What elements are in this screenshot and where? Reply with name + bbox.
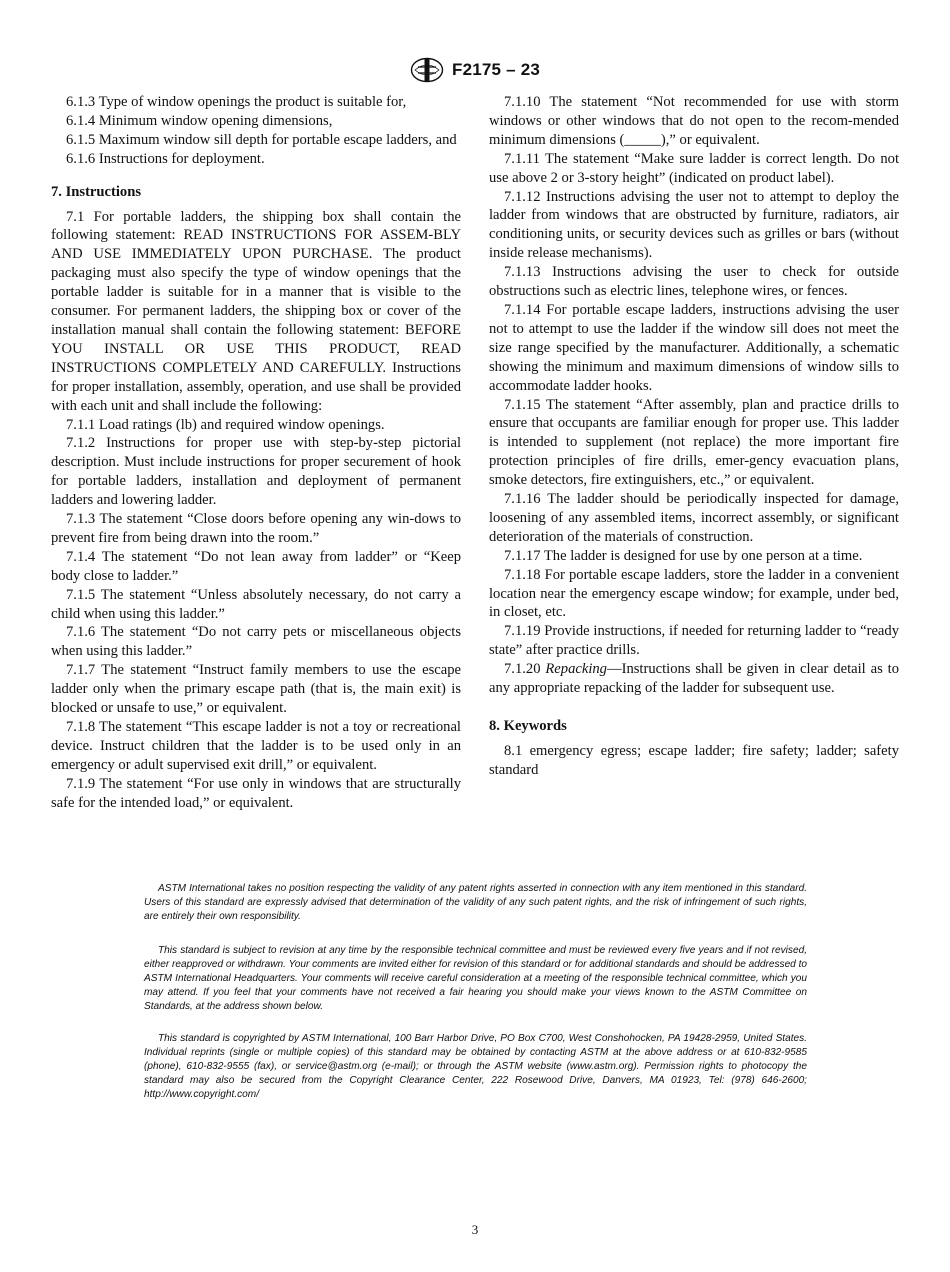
page-header bbox=[0, 56, 950, 84]
patent-notice-text: ASTM International takes no position respecting the validity of any patent rights asserted in connection with any item mentioned in this standard. Users of this standard are expressly advised that determination of the validity of any such patent rights, and the risk of infringement of such rights, are entirely their own responsibility. bbox=[144, 883, 807, 922]
para-8-1: 8.1 emergency egress; escape ladder; fire safety; ladder; safety standard bbox=[489, 742, 899, 778]
para-7-1-20 bbox=[489, 660, 899, 698]
item-6-1-4: 6.1.4 Minimum window opening dimensions, bbox=[66, 112, 333, 129]
right-column bbox=[489, 93, 899, 780]
para-7-1-1: 7.1.1 Load ratings (lb) and required window openings. bbox=[66, 416, 385, 433]
section-7-heading: 7. Instructions bbox=[51, 183, 142, 200]
page-number: 3 bbox=[471, 1222, 479, 1237]
para-7-1-4: 7.1.4 The statement “Do not lean away from ladder” or “Keep body close to ladder.” bbox=[51, 548, 461, 584]
copyright-notice bbox=[144, 1032, 807, 1102]
para-7-1-7: 7.1.7 The statement “Instruct family members to use the escape ladder only when the primary escape path (that is, the main exit) is blocked or unsafe to use,” or equivalent. bbox=[51, 662, 461, 717]
para-7-1-9: 7.1.9 The statement “For use only in windows that are structurally safe for the intended load,” or equivalent. bbox=[51, 775, 461, 811]
para-7-1-16: 7.1.16 The ladder should be periodically inspected for damage, loosening of any assembled items, incorrect assembly, or significant deterioration of the materials of construction. bbox=[489, 491, 899, 545]
para-7-1-2: 7.1.2 Instructions for proper use with step-by-step pictorial description. Must include instructions for proper securement of hook for portable ladders, installation and deployment of permanent ladders and lowering ladder. bbox=[51, 435, 461, 509]
para-7-1-11: 7.1.11 The statement “Make sure ladder is correct length. Do not use above 2 or 3-story height” (indicated on product label). bbox=[489, 150, 899, 186]
para-7-1-20-number: 7.1.20 bbox=[504, 661, 541, 678]
para-7-1-18: 7.1.18 For portable escape ladders, store the ladder in a convenient location near the emergency escape window; for example, under bed, in closet, etc. bbox=[489, 566, 899, 621]
para-7-1-20-term: Repacking bbox=[545, 661, 607, 678]
para-7-1-13: 7.1.13 Instructions advising the user to check for outside obstructions such as electric lines, telephone wires, or fences. bbox=[489, 264, 899, 300]
copyright-notice-text: This standard is copyrighted by ASTM International, 100 Barr Harbor Drive, PO Box C700, West Conshohocken, PA 19428-2959, United States. Individual reprints (single or multiple copies) of this standard may be obtained by contacting ASTM at the above address or at 610-832-9585 (phone), 610-832-9555 (fax), or service@astm.org (e-mail); or through the ASTM website (www.astm.org). Permission rights to photocopy the standard may also be secured from the Copyright Clearance Center, 222 Rosewood Drive, Danvers, MA 01923, Tel: (978) 646-2600; http://www.copyright.com/ bbox=[144, 1033, 807, 1100]
left-column bbox=[51, 93, 461, 813]
para-7-1-17: 7.1.17 The ladder is designed for use by one person at a time. bbox=[504, 547, 863, 564]
para-7-1-12: 7.1.12 Instructions advising the user not to attempt to deploy the ladder from windows that are obstructed by furniture, radiators, air conditioning units, or security devices such as grilles or bars (without inside release mechanisms). bbox=[489, 188, 899, 262]
item-6-1-6: 6.1.6 Instructions for deployment. bbox=[66, 150, 265, 167]
para-7-1-3: 7.1.3 The statement “Close doors before opening any win-dows to prevent fire from being drawn into the room.” bbox=[51, 511, 461, 546]
patent-notice bbox=[144, 882, 807, 924]
para-7-1-20-text: —Instructions shall be given in clear detail as to any appropriate repacking of the ladder for subsequent use. bbox=[489, 661, 899, 697]
para-7-1-10: 7.1.10 The statement “Not recommended for use with storm windows or other windows that do not open to the recom-mended minimum dimensions (_____),” or equivalent. bbox=[489, 94, 899, 148]
para-7-1-15: 7.1.15 The statement “After assembly, plan and practice drills to ensure that occupants are familiar enough for proper use. This ladder is intended to supplement (not replace) the more important fire protection principles of fire drills, emer-gency evacuation plans, smoke detectors, fire extinguishers, etc.,” or equivalent. bbox=[489, 396, 899, 489]
item-6-1-3: 6.1.3 Type of window openings the product is suitable for, bbox=[66, 94, 407, 110]
para-7-1-8: 7.1.8 The statement “This escape ladder is not a toy or recreational device. Instruct children that the ladder is to be used only in an emergency or adult supervised exit drill,” or equivalent. bbox=[51, 719, 461, 773]
revision-notice bbox=[144, 944, 807, 1014]
section-8-heading: 8. Keywords bbox=[489, 718, 567, 734]
para-7-1-5: 7.1.5 The statement “Unless absolutely necessary, do not carry a child when using this ladder.” bbox=[51, 586, 461, 622]
item-6-1-5: 6.1.5 Maximum window sill depth for portable escape ladders, and bbox=[66, 131, 457, 148]
revision-notice-text: This standard is subject to revision at any time by the responsible technical committee and must be reviewed every five years and if not revised, either reapproved or withdrawn. Your comments are invited either for revision of this standard or for additional standards and should be addressed to ASTM International Headquarters. Your comments will receive careful consideration at a meeting of the responsible technical committee, which you may attend. If you feel that your comments have not received a fair hearing you should make your views known to the ASTM Committee on Standards, at the address shown below. bbox=[144, 945, 808, 1012]
para-7-1: 7.1 For portable ladders, the shipping box shall contain the following statement: READ INSTRUCTIONS FOR ASSEM-BLY AND USE IMMEDIATELY UPON PURCHASE. The product packaging must also specify the type of window openings that the portable ladder is suitable for in a manner that is visible to the consumer. For permanent ladders, the shipping box or cover of the installation manual shall contain the following statement: BEFORE YOU INSTALL OR USE THIS PRODUCT, READ INSTRUCTIONS COMPLETELY AND CAREFULLY. Instructions for proper installation, assembly, operation, and use shall be provided with each unit and shall include the following: bbox=[51, 208, 461, 414]
astm-logo-icon bbox=[410, 57, 444, 83]
para-7-1-6: 7.1.6 The statement “Do not carry pets or miscellaneous objects when using this ladder.” bbox=[51, 624, 461, 660]
standard-designation: F2175 – 23 bbox=[451, 60, 540, 79]
para-7-1-14: 7.1.14 For portable escape ladders, instructions advising the user not to attempt to use the ladder if the window sill does not meet the size range specified by the manufacturer. Additionally, a schematic showing the minimum and maximum dimensions of window sills to accommodate ladder hooks. bbox=[489, 301, 899, 394]
para-7-1-19: 7.1.19 Provide instructions, if needed for returning ladder to “ready state” after practice drills. bbox=[489, 623, 899, 659]
